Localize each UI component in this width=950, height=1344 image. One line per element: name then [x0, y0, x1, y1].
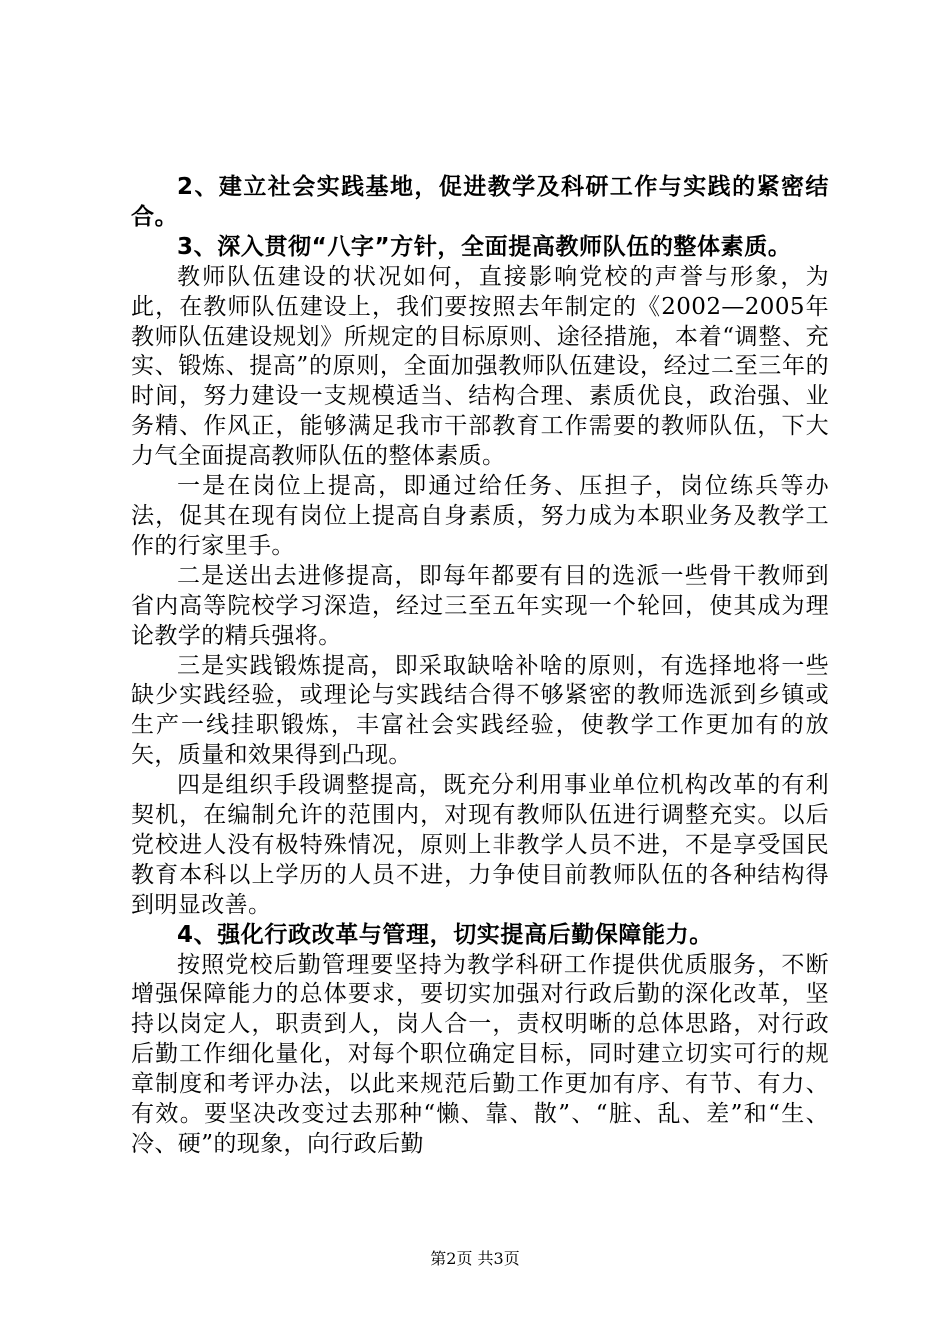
body-paragraph-teacher-team: 教师队伍建设的状况如何，直接影响党校的声誉与形象，为此，在教师队伍建设上，我们要按照去年制定的《2002—2005年教师队伍建设规划》所规定的目标原则、途径措施，本着“调整、充实、锻炼、提高”的原则，全面加强教师队伍建设，经过二至三年的时间，努力建设一支规模适当、结构合理、素质优良，政治强、业务精、作风正，能够满足我市干部教育工作需要的教师队伍，下大力气全面提高教师队伍的整体素质。 — [131, 263, 829, 470]
body-paragraph-logistics: 按照党校后勤管理要坚持为教学科研工作提供优质服务，不断增强保障能力的总体要求，要切实加强对行政后勤的深化改革，坚持以岗定人，职责到人，岗人合一，责权明晰的总体思路，对行政后勤工作细化量化，对每个职位确定目标，同时建立切实可行的规章制度和考评办法，以此来规范后勤工作更加有序、有节、有力、有效。要坚决改变过去那种“懒、靠、散”、“脏、乱、差”和“生、冷、硬”的现象，向行政后勤 — [131, 951, 829, 1157]
section-heading-4: 4、强化行政改革与管理，切实提高后勤保障能力。 — [177, 921, 713, 948]
body-paragraph-item-four: 四是组织手段调整提高，既充分利用事业单位机构改革的有利契机，在编制允许的范围内，对现有教师队伍进行调整充实。以后党校进人没有极特殊情况，原则上非教学人员不进，不是享受国民教育本科以上学历的人员不进，力争使目前教师队伍的各种结构得到明显改善。 — [131, 772, 829, 918]
body-paragraph-item-one: 一是在岗位上提高，即通过给任务、压担子，岗位练兵等办法，促其在现有岗位上提高自身素质，努力成为本职业务及教学工作的行家里手。 — [131, 473, 829, 559]
body-paragraph-item-three: 三是实践锻炼提高，即采取缺啥补啥的原则，有选择地将一些缺少实践经验，或理论与实践结合得不够紧密的教师选派到乡镇或生产一线挂职锻炼，丰富社会实践经验，使教学工作更加有的放矢，质量和效果得到凸现。 — [131, 652, 829, 769]
page-footer — [0, 1246, 950, 1269]
section-heading-3: 3、深入贯彻“八字”方针，全面提高教师队伍的整体素质。 — [177, 233, 792, 260]
body-paragraph-item-two: 二是送出去进修提高，即每年都要有目的选派一些骨干教师到省内高等院校学习深造，经过三至五年实现一个轮回，使其成为理论教学的精兵强将。 — [131, 562, 829, 649]
page-number-label: 第2页 共3页 — [430, 1249, 520, 1268]
document-body — [131, 173, 829, 1160]
section-heading-2: 2、建立社会实践基地，促进教学及科研工作与实践的紧密结合。 — [131, 174, 829, 230]
